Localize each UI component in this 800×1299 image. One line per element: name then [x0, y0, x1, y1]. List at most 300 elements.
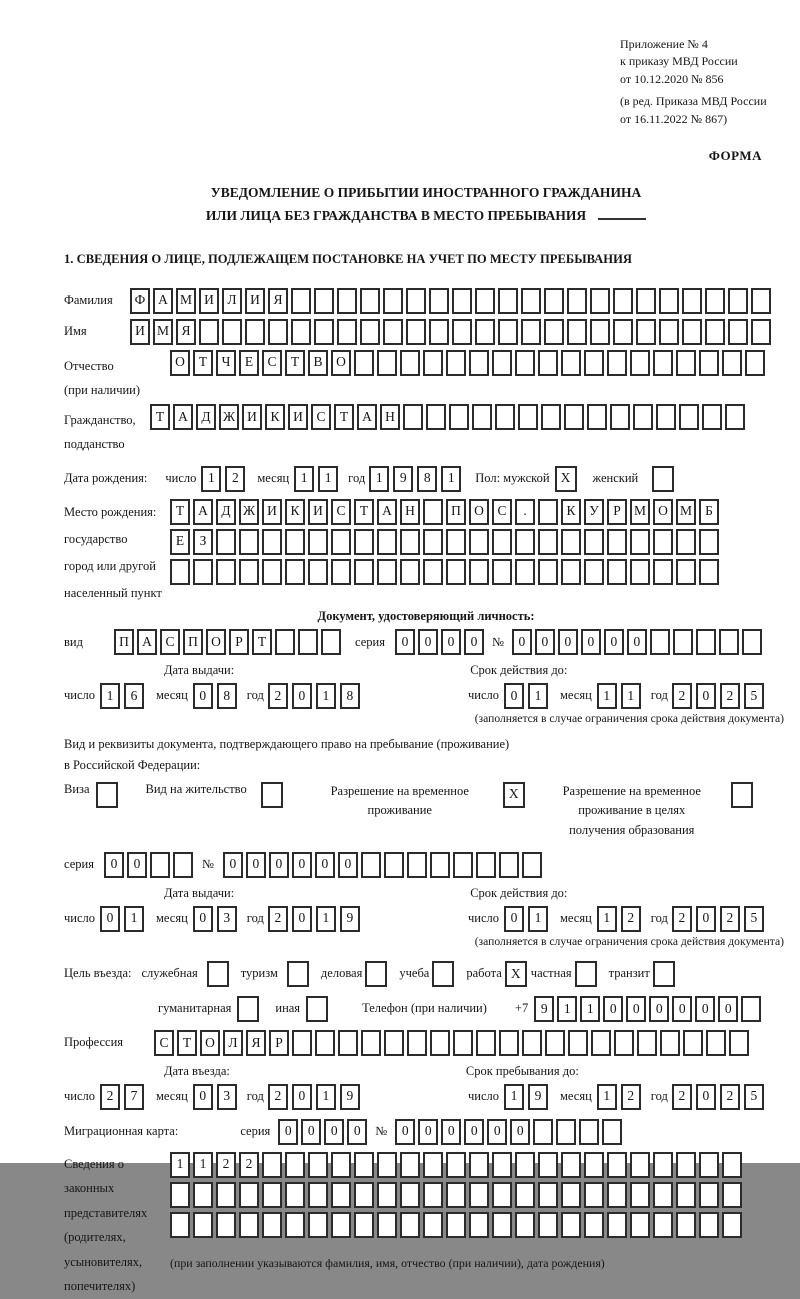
char-cell[interactable]: 0 — [512, 629, 532, 655]
char-cell[interactable]: 0 — [292, 683, 312, 709]
char-cell[interactable] — [331, 1152, 351, 1178]
char-cell[interactable] — [538, 559, 558, 585]
char-cell[interactable] — [659, 288, 679, 314]
char-cell[interactable] — [406, 288, 426, 314]
char-cell[interactable] — [377, 1212, 397, 1238]
char-cell[interactable] — [636, 319, 656, 345]
char-cell[interactable]: 8 — [417, 466, 437, 492]
char-cell[interactable]: 0 — [127, 852, 147, 878]
char-cell[interactable]: 1 — [170, 1152, 190, 1178]
char-cell[interactable] — [545, 1030, 565, 1056]
char-cell[interactable] — [699, 1212, 719, 1238]
char-cell[interactable] — [337, 319, 357, 345]
char-cell[interactable]: 1 — [528, 906, 548, 932]
char-cell[interactable] — [561, 1182, 581, 1208]
char-cell[interactable] — [292, 1030, 312, 1056]
char-cell[interactable] — [239, 1212, 259, 1238]
char-cell[interactable]: 0 — [718, 996, 738, 1022]
char-cell[interactable]: 0 — [418, 1119, 438, 1145]
char-cell[interactable] — [262, 1182, 282, 1208]
char-cell[interactable] — [331, 1182, 351, 1208]
char-cell[interactable] — [452, 319, 472, 345]
char-cell[interactable]: 8 — [340, 683, 360, 709]
char-cell[interactable] — [469, 350, 489, 376]
char-cell[interactable] — [216, 559, 236, 585]
char-cell[interactable] — [676, 529, 696, 555]
char-cell[interactable]: 0 — [535, 629, 555, 655]
char-cell[interactable] — [584, 559, 604, 585]
char-cell[interactable]: 9 — [528, 1084, 548, 1110]
char-cell[interactable]: А — [357, 404, 377, 430]
char-cell[interactable]: С — [262, 350, 282, 376]
char-cell[interactable] — [222, 319, 242, 345]
residence-permit-checkbox[interactable] — [261, 782, 283, 808]
char-cell[interactable]: 1 — [316, 906, 336, 932]
char-cell[interactable] — [245, 319, 265, 345]
char-cell[interactable] — [216, 529, 236, 555]
char-cell[interactable] — [403, 404, 423, 430]
char-cell[interactable] — [699, 1152, 719, 1178]
char-cell[interactable]: С — [311, 404, 331, 430]
char-cell[interactable] — [722, 1152, 742, 1178]
char-cell[interactable]: 0 — [418, 629, 438, 655]
char-cell[interactable] — [591, 1030, 611, 1056]
char-cell[interactable] — [706, 1030, 726, 1056]
char-cell[interactable] — [429, 319, 449, 345]
char-cell[interactable] — [492, 1182, 512, 1208]
char-cell[interactable] — [564, 404, 584, 430]
char-cell[interactable]: 2 — [720, 683, 740, 709]
char-cell[interactable] — [193, 559, 213, 585]
char-cell[interactable]: З — [193, 529, 213, 555]
char-cell[interactable] — [430, 852, 450, 878]
char-cell[interactable]: И — [308, 499, 328, 525]
char-cell[interactable] — [538, 1182, 558, 1208]
char-cell[interactable] — [377, 350, 397, 376]
char-cell[interactable]: Я — [176, 319, 196, 345]
char-cell[interactable]: 1 — [294, 466, 314, 492]
char-cell[interactable]: 0 — [223, 852, 243, 878]
char-cell[interactable]: 0 — [193, 906, 213, 932]
char-cell[interactable] — [630, 350, 650, 376]
char-cell[interactable] — [656, 404, 676, 430]
char-cell[interactable] — [285, 1152, 305, 1178]
char-cell[interactable]: 1 — [318, 466, 338, 492]
char-cell[interactable] — [377, 1152, 397, 1178]
char-cell[interactable]: 1 — [100, 683, 120, 709]
char-cell[interactable] — [705, 319, 725, 345]
char-cell[interactable]: Л — [223, 1030, 243, 1056]
char-cell[interactable] — [331, 529, 351, 555]
char-cell[interactable] — [446, 559, 466, 585]
char-cell[interactable]: 0 — [627, 629, 647, 655]
char-cell[interactable] — [607, 559, 627, 585]
char-cell[interactable] — [423, 529, 443, 555]
char-cell[interactable]: 0 — [441, 1119, 461, 1145]
char-cell[interactable]: 1 — [193, 1152, 213, 1178]
char-cell[interactable]: 0 — [626, 996, 646, 1022]
char-cell[interactable] — [579, 1119, 599, 1145]
char-cell[interactable]: 2 — [268, 1084, 288, 1110]
char-cell[interactable] — [607, 1152, 627, 1178]
char-cell[interactable]: И — [245, 288, 265, 314]
char-cell[interactable]: М — [630, 499, 650, 525]
char-cell[interactable] — [653, 1152, 673, 1178]
char-cell[interactable] — [729, 1030, 749, 1056]
char-cell[interactable]: 7 — [124, 1084, 144, 1110]
char-cell[interactable]: Ч — [216, 350, 236, 376]
char-cell[interactable] — [515, 1212, 535, 1238]
purpose-other-checkbox[interactable] — [306, 996, 328, 1022]
char-cell[interactable]: П — [446, 499, 466, 525]
char-cell[interactable]: 5 — [744, 906, 764, 932]
char-cell[interactable]: 0 — [603, 996, 623, 1022]
char-cell[interactable] — [679, 404, 699, 430]
char-cell[interactable] — [522, 852, 542, 878]
purpose-study-checkbox[interactable] — [432, 961, 454, 987]
char-cell[interactable] — [498, 288, 518, 314]
char-cell[interactable] — [492, 1212, 512, 1238]
char-cell[interactable]: К — [561, 499, 581, 525]
char-cell[interactable]: 5 — [744, 683, 764, 709]
char-cell[interactable] — [492, 1152, 512, 1178]
char-cell[interactable] — [742, 629, 762, 655]
char-cell[interactable] — [584, 1152, 604, 1178]
char-cell[interactable] — [377, 1182, 397, 1208]
char-cell[interactable]: 3 — [217, 906, 237, 932]
char-cell[interactable] — [676, 1152, 696, 1178]
char-cell[interactable]: С — [331, 499, 351, 525]
char-cell[interactable]: 2 — [216, 1152, 236, 1178]
char-cell[interactable]: 2 — [100, 1084, 120, 1110]
char-cell[interactable]: 0 — [504, 906, 524, 932]
char-cell[interactable] — [407, 852, 427, 878]
char-cell[interactable]: О — [331, 350, 351, 376]
char-cell[interactable]: 2 — [672, 1084, 692, 1110]
char-cell[interactable] — [567, 288, 587, 314]
char-cell[interactable] — [676, 559, 696, 585]
char-cell[interactable] — [515, 350, 535, 376]
char-cell[interactable]: 1 — [597, 1084, 617, 1110]
char-cell[interactable]: 0 — [292, 906, 312, 932]
char-cell[interactable]: 1 — [441, 466, 461, 492]
char-cell[interactable] — [446, 1212, 466, 1238]
char-cell[interactable] — [602, 1119, 622, 1145]
char-cell[interactable]: И — [130, 319, 150, 345]
char-cell[interactable]: 0 — [315, 852, 335, 878]
char-cell[interactable] — [338, 1030, 358, 1056]
char-cell[interactable]: 0 — [246, 852, 266, 878]
char-cell[interactable]: 1 — [557, 996, 577, 1022]
char-cell[interactable]: К — [265, 404, 285, 430]
char-cell[interactable] — [170, 1212, 190, 1238]
char-cell[interactable]: Т — [252, 629, 272, 655]
char-cell[interactable] — [239, 529, 259, 555]
char-cell[interactable] — [722, 350, 742, 376]
char-cell[interactable] — [614, 1030, 634, 1056]
char-cell[interactable]: 1 — [316, 683, 336, 709]
char-cell[interactable]: У — [584, 499, 604, 525]
char-cell[interactable]: Я — [246, 1030, 266, 1056]
char-cell[interactable]: Ж — [219, 404, 239, 430]
char-cell[interactable] — [423, 1212, 443, 1238]
char-cell[interactable]: 0 — [292, 852, 312, 878]
purpose-business-checkbox[interactable] — [365, 961, 387, 987]
char-cell[interactable] — [453, 1030, 473, 1056]
char-cell[interactable]: 2 — [672, 683, 692, 709]
char-cell[interactable] — [360, 288, 380, 314]
char-cell[interactable]: И — [262, 499, 282, 525]
char-cell[interactable] — [633, 404, 653, 430]
char-cell[interactable] — [298, 629, 318, 655]
char-cell[interactable] — [291, 288, 311, 314]
char-cell[interactable] — [518, 404, 538, 430]
char-cell[interactable] — [515, 1152, 535, 1178]
char-cell[interactable]: Т — [193, 350, 213, 376]
char-cell[interactable] — [337, 288, 357, 314]
char-cell[interactable]: 0 — [441, 629, 461, 655]
char-cell[interactable]: С — [492, 499, 512, 525]
char-cell[interactable] — [361, 1030, 381, 1056]
char-cell[interactable] — [315, 1030, 335, 1056]
char-cell[interactable]: 0 — [504, 683, 524, 709]
char-cell[interactable] — [544, 319, 564, 345]
char-cell[interactable]: 0 — [604, 629, 624, 655]
char-cell[interactable]: 0 — [696, 906, 716, 932]
char-cell[interactable]: 2 — [239, 1152, 259, 1178]
char-cell[interactable] — [607, 1182, 627, 1208]
char-cell[interactable] — [673, 629, 693, 655]
char-cell[interactable] — [308, 1182, 328, 1208]
purpose-private-checkbox[interactable] — [575, 961, 597, 987]
char-cell[interactable] — [383, 288, 403, 314]
char-cell[interactable]: 0 — [464, 1119, 484, 1145]
char-cell[interactable] — [676, 350, 696, 376]
char-cell[interactable] — [377, 529, 397, 555]
char-cell[interactable]: 0 — [278, 1119, 298, 1145]
char-cell[interactable] — [400, 1152, 420, 1178]
char-cell[interactable] — [702, 404, 722, 430]
char-cell[interactable]: 0 — [301, 1119, 321, 1145]
char-cell[interactable] — [561, 529, 581, 555]
char-cell[interactable] — [676, 1212, 696, 1238]
char-cell[interactable] — [469, 1212, 489, 1238]
char-cell[interactable] — [308, 559, 328, 585]
char-cell[interactable]: 2 — [621, 906, 641, 932]
char-cell[interactable]: Я — [268, 288, 288, 314]
char-cell[interactable] — [541, 404, 561, 430]
char-cell[interactable] — [719, 629, 739, 655]
char-cell[interactable]: Д — [196, 404, 216, 430]
char-cell[interactable]: П — [114, 629, 134, 655]
char-cell[interactable]: 0 — [395, 1119, 415, 1145]
char-cell[interactable] — [751, 288, 771, 314]
char-cell[interactable]: 6 — [124, 683, 144, 709]
char-cell[interactable] — [423, 1182, 443, 1208]
char-cell[interactable] — [285, 1212, 305, 1238]
char-cell[interactable] — [360, 319, 380, 345]
char-cell[interactable] — [446, 1182, 466, 1208]
char-cell[interactable] — [607, 350, 627, 376]
char-cell[interactable] — [653, 1182, 673, 1208]
char-cell[interactable] — [423, 350, 443, 376]
visa-checkbox[interactable] — [96, 782, 118, 808]
char-cell[interactable]: 0 — [464, 629, 484, 655]
char-cell[interactable]: Т — [150, 404, 170, 430]
char-cell[interactable]: 9 — [534, 996, 554, 1022]
char-cell[interactable] — [285, 559, 305, 585]
char-cell[interactable]: 9 — [340, 906, 360, 932]
char-cell[interactable]: 0 — [292, 1084, 312, 1110]
char-cell[interactable]: М — [153, 319, 173, 345]
char-cell[interactable] — [193, 1212, 213, 1238]
char-cell[interactable] — [499, 1030, 519, 1056]
char-cell[interactable]: 0 — [695, 996, 715, 1022]
char-cell[interactable]: 0 — [558, 629, 578, 655]
char-cell[interactable] — [653, 350, 673, 376]
char-cell[interactable] — [216, 1182, 236, 1208]
char-cell[interactable]: И — [288, 404, 308, 430]
char-cell[interactable]: Т — [177, 1030, 197, 1056]
char-cell[interactable]: Н — [400, 499, 420, 525]
char-cell[interactable] — [331, 1212, 351, 1238]
char-cell[interactable] — [607, 1212, 627, 1238]
char-cell[interactable] — [630, 1212, 650, 1238]
char-cell[interactable] — [538, 499, 558, 525]
char-cell[interactable]: 1 — [316, 1084, 336, 1110]
temp-residence-checkbox[interactable]: X — [503, 782, 525, 808]
char-cell[interactable] — [429, 288, 449, 314]
char-cell[interactable]: Ж — [239, 499, 259, 525]
char-cell[interactable] — [383, 319, 403, 345]
char-cell[interactable] — [515, 559, 535, 585]
char-cell[interactable]: 0 — [581, 629, 601, 655]
sex-female-checkbox[interactable] — [652, 466, 674, 492]
char-cell[interactable] — [354, 1152, 374, 1178]
char-cell[interactable] — [722, 1212, 742, 1238]
char-cell[interactable]: А — [193, 499, 213, 525]
char-cell[interactable] — [544, 288, 564, 314]
char-cell[interactable] — [173, 852, 193, 878]
char-cell[interactable] — [199, 319, 219, 345]
char-cell[interactable] — [400, 529, 420, 555]
char-cell[interactable]: А — [377, 499, 397, 525]
char-cell[interactable]: 0 — [510, 1119, 530, 1145]
char-cell[interactable] — [308, 1152, 328, 1178]
char-cell[interactable]: В — [308, 350, 328, 376]
char-cell[interactable] — [469, 529, 489, 555]
char-cell[interactable] — [430, 1030, 450, 1056]
char-cell[interactable] — [449, 404, 469, 430]
char-cell[interactable] — [538, 529, 558, 555]
purpose-tourism-checkbox[interactable] — [287, 961, 309, 987]
char-cell[interactable]: 1 — [201, 466, 221, 492]
char-cell[interactable] — [745, 350, 765, 376]
char-cell[interactable] — [556, 1119, 576, 1145]
char-cell[interactable] — [354, 1182, 374, 1208]
char-cell[interactable] — [584, 529, 604, 555]
char-cell[interactable]: 0 — [104, 852, 124, 878]
char-cell[interactable]: 2 — [672, 906, 692, 932]
char-cell[interactable]: С — [154, 1030, 174, 1056]
char-cell[interactable]: 0 — [338, 852, 358, 878]
char-cell[interactable] — [660, 1030, 680, 1056]
char-cell[interactable] — [423, 559, 443, 585]
char-cell[interactable]: М — [676, 499, 696, 525]
char-cell[interactable] — [354, 1212, 374, 1238]
char-cell[interactable] — [659, 319, 679, 345]
char-cell[interactable] — [216, 1212, 236, 1238]
char-cell[interactable]: 2 — [621, 1084, 641, 1110]
char-cell[interactable] — [653, 1212, 673, 1238]
char-cell[interactable]: 0 — [193, 683, 213, 709]
char-cell[interactable]: 8 — [217, 683, 237, 709]
char-cell[interactable]: Т — [170, 499, 190, 525]
char-cell[interactable]: 9 — [393, 466, 413, 492]
char-cell[interactable]: Р — [607, 499, 627, 525]
char-cell[interactable] — [475, 319, 495, 345]
char-cell[interactable] — [262, 1152, 282, 1178]
char-cell[interactable] — [699, 1182, 719, 1208]
char-cell[interactable] — [469, 1152, 489, 1178]
char-cell[interactable] — [522, 1030, 542, 1056]
char-cell[interactable]: Е — [170, 529, 190, 555]
char-cell[interactable] — [699, 559, 719, 585]
char-cell[interactable] — [653, 529, 673, 555]
char-cell[interactable]: 3 — [217, 1084, 237, 1110]
char-cell[interactable]: С — [160, 629, 180, 655]
char-cell[interactable]: . — [515, 499, 535, 525]
char-cell[interactable]: 1 — [369, 466, 389, 492]
char-cell[interactable] — [354, 529, 374, 555]
char-cell[interactable]: П — [183, 629, 203, 655]
char-cell[interactable] — [613, 288, 633, 314]
char-cell[interactable] — [354, 350, 374, 376]
char-cell[interactable] — [538, 1212, 558, 1238]
char-cell[interactable] — [321, 629, 341, 655]
char-cell[interactable] — [446, 350, 466, 376]
char-cell[interactable] — [630, 1182, 650, 1208]
char-cell[interactable] — [590, 288, 610, 314]
purpose-work-checkbox[interactable]: X — [505, 961, 527, 987]
char-cell[interactable]: 1 — [504, 1084, 524, 1110]
char-cell[interactable]: 0 — [672, 996, 692, 1022]
char-cell[interactable] — [515, 1182, 535, 1208]
char-cell[interactable]: 0 — [100, 906, 120, 932]
char-cell[interactable] — [590, 319, 610, 345]
char-cell[interactable]: 0 — [324, 1119, 344, 1145]
char-cell[interactable] — [533, 1119, 553, 1145]
char-cell[interactable]: Т — [285, 350, 305, 376]
char-cell[interactable] — [331, 559, 351, 585]
char-cell[interactable] — [561, 1152, 581, 1178]
char-cell[interactable]: 1 — [597, 906, 617, 932]
char-cell[interactable] — [446, 529, 466, 555]
char-cell[interactable] — [725, 404, 745, 430]
char-cell[interactable] — [499, 852, 519, 878]
char-cell[interactable] — [452, 288, 472, 314]
char-cell[interactable] — [291, 319, 311, 345]
char-cell[interactable]: О — [653, 499, 673, 525]
char-cell[interactable] — [682, 288, 702, 314]
purpose-transit-checkbox[interactable] — [653, 961, 675, 987]
char-cell[interactable] — [268, 319, 288, 345]
char-cell[interactable]: М — [176, 288, 196, 314]
char-cell[interactable] — [584, 350, 604, 376]
char-cell[interactable] — [476, 1030, 496, 1056]
char-cell[interactable]: 1 — [528, 683, 548, 709]
char-cell[interactable]: 0 — [193, 1084, 213, 1110]
